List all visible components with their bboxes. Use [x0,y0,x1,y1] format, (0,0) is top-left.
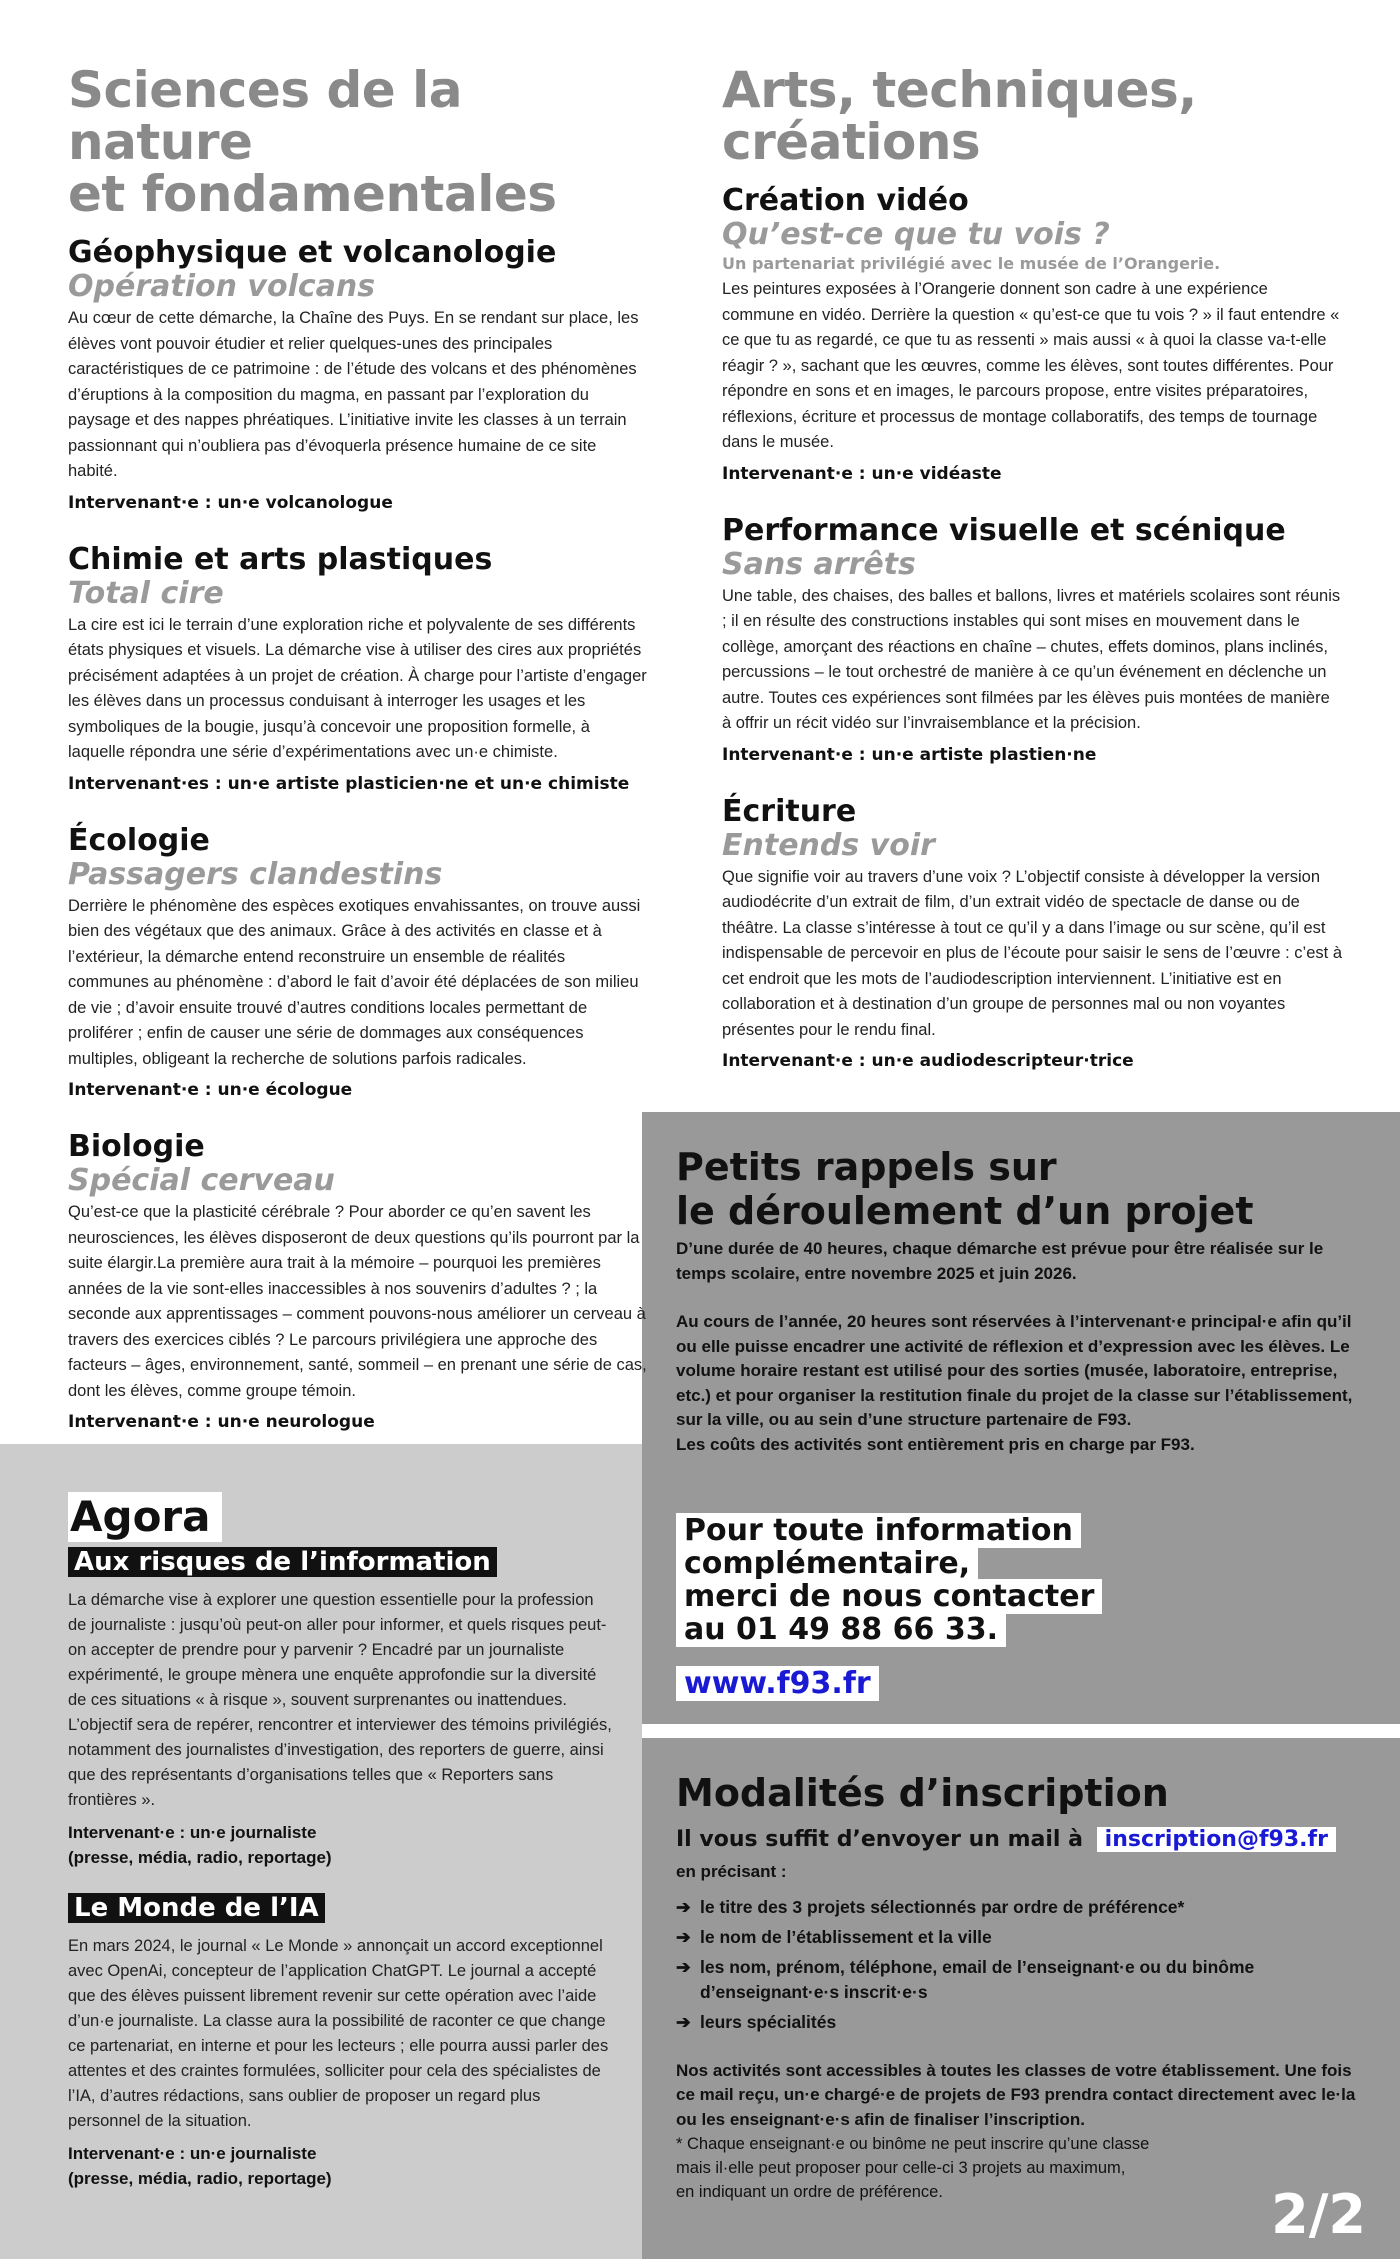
project-discipline: Performance visuelle et scénique [722,512,1286,548]
inscription-item-text: les nom, prénom, téléphone, email de l’enseignant·e ou du binôme d’enseignant·e·s inscrit·e·s [700,1956,1255,2002]
agora-project-description: En mars 2024, le journal « Le Monde » annonçait un accord exceptionnel avec OpenAi, concepteur de l’application ChatGPT. Le journal a accepté que des élèves puissent librement revenir sur cette opération avec l’aide d’un·e journaliste. La classe aura la possibilité de raconter ce que change ce partenariat, en interne et pour les lecteurs ; elle pourra aussi parler des attentes et des craintes formulées, solliciter pour cela des spécialistes de l’IA, d’autres rédactions, sans oublier de proposer un regard plus personnel de la situation. [68,1937,609,2130]
project-description: Au cœur de cette démarche, la Chaîne des Puys. En se rendant sur place, les élèves vont pouvoir étudier et relier quelques-unes des principales caractéristiques de ce patrimoine : de l’étude des volcans et des phénomènes d’éruptions à la composition du magma, en passant par l’exploration du paysage et des nappes phréatiques. L’initiative invite les classes à un terrain passionnant qui n’oubliera pas d’évoquerla présence humaine de ce site habité. [68,309,639,480]
rappels-p1: D’une durée de 40 heures, chaque démarche est prévue pour être réalisée sur le temps scolaire, entre novembre 2025 et juin 2026. [676,1239,1324,1283]
project-description: Les peintures exposées à l’Orangerie donnent son cadre à une expérience commune en vidéo. Derrière la question « qu’est-ce que tu vois ? » il faut entendre « ce que tu as regardé, ce que tu as ressenti » mais aussi « à quoi la classe va-t-elle réagir ? », sachant que les œuvres, comme les élèves, sont toutes différentes. Pour répondre en sons et en images, le parcours propose, entre visites préparatoires, réflexions, écriture et processus de montage collaboratifs, des temps de tournage dans le musée. [722,280,1340,451]
inscription-intro: Il vous suffit d’envoyer un mail à [676,1827,1083,1852]
agora-project-title-line [68,1892,613,1924]
project-block [68,824,648,1103]
inscription-email[interactable]: inscription@f93.fr [1097,1827,1336,1852]
project-name: Spécial cerveau [68,1163,335,1198]
right-section-title: Arts, techniques, créations [722,61,1197,171]
project-name: Passagers clandestins [68,856,443,892]
project-block [68,543,648,796]
inscription-item [676,1895,1366,1920]
project-intervenant: Intervenant·e : un·e artiste plastien·ne [722,744,1097,765]
project-block [68,1130,648,1434]
page-number: 2/2 [1271,2183,1366,2246]
inscription-item [676,2010,1366,2035]
project-name: Qu’est-ce que tu vois ? [722,217,1110,252]
project-intervenant: Intervenant·e : un·e vidéaste [722,463,1002,484]
project-discipline: Écriture [722,793,857,829]
inscription-item-text: leurs spécialités [700,2011,837,2032]
inscription-item [676,1955,1366,2005]
agora-title-box [68,1492,222,1542]
project-block [722,514,1342,767]
left-projects [68,236,648,1434]
project-intervenant: Intervenant·e : un·e volcanologue [68,492,393,513]
arrow-icon: ➔ [676,1956,691,1977]
project-discipline: Chimie et arts plastiques [68,541,493,577]
inscription-closing: Nos activités sont accessibles à toutes les classes de votre établissement. Une fois ce mail reçu, un·e chargé·e de projets de F93 prendra contact directement avec le·la ou les enseignant·e·s afin de finaliser l’inscription. [676,2060,1356,2129]
project-discipline: Écologie [68,822,210,858]
website-link[interactable]: www.f93.fr [676,1666,879,1701]
agora-project [68,1892,613,2191]
rappels-title: Petits rappels sur le déroulement d’un projet [676,1145,1254,1233]
rappels-p2: Au cours de l’année, 20 heures sont réservées à l’intervenant·e principal·e afin qu’il ou elle puisse encadrer une activité de réflexion et d’expression avec les élèves. Le volume horaire restant est utilisé pour des sorties (musée, laboratoire, entreprise, etc.) et pour organiser la restitution finale du projet de la classe sur l’établissement, sur la ville, ou au sein d’une structure partenaire de F93. [676,1312,1353,1429]
inscription-item [676,1925,1366,1950]
rappels-section [676,1145,1366,1702]
project-name: Entends voir [722,827,935,863]
inscription-list [676,1895,1366,2035]
contact-block [676,1481,1366,1646]
inscription-section [676,1770,1366,2204]
project-name: Sans arrêts [722,546,916,582]
project-name: Total cire [68,575,224,611]
project-description: La cire est ici le terrain d’une exploration riche et polyvalente de ses différents états physiques et visuels. La démarche vise à utiliser des cires aux propriétés précisément adaptées à un projet de création. À charge pour l’artiste d’engager les élèves dans un processus conduisant à interroger les usages et les symboliques de la bougie, jusqu’à concevoir une proposition formelle, à laquelle répondra une série d’expérimentations avec un·e chimiste. [68,615,647,761]
project-intervenant: Intervenant·e : un·e écologue [68,1080,353,1100]
project-intervenant: Intervenant·e : un·e audiodescripteur·trice [722,1051,1134,1071]
inscription-item-text: le titre des 3 projets sélectionnés par ordre de préférence* [700,1896,1185,1917]
project-intervenant: Intervenant·es : un·e artiste plasticien·ne et un·e chimiste [68,773,630,794]
agora-project-title: Aux risques de l’information [68,1547,497,1577]
left-column [68,61,648,1462]
inscription-intro-line [676,1826,1366,1854]
inscription-title: Modalités d’inscription [676,1771,1169,1815]
project-intervenant: Intervenant·e : un·e neurologue [68,1412,375,1432]
project-discipline: Géophysique et volcanologie [68,235,557,270]
agora-project [68,1546,613,1870]
agora-project-title: Le Monde de l’IA [68,1893,325,1923]
agora-projects [68,1546,613,2191]
project-subtitle: Un partenariat privilégié avec le musée de l’Orangerie. [722,254,1221,273]
agora-project-description: La démarche vise à explorer une question essentielle pour la profession de journaliste : jusqu’où peut-on aller pour informer, et quels risques peut-on accepter de prendre pour y parvenir ? Encadré par un journaliste expérimenté, le groupe mènera une enquête approfondie sur la diversité de ces situations « à risque », souvent surprenantes ou inattendues. L’objectif sera de repérer, rencontrer et interviewer des témoins privilégiés, notamment des journalistes d’investigation, des reporters de guerre, ainsi que des représentants d’organisations telles que « Reporters sans frontières ». [68,1591,612,1809]
project-discipline: Création vidéo [722,183,969,218]
agora-section [68,1492,613,2213]
project-description: Derrière le phénomène des espèces exotiques envahissantes, on trouve aussi bien des végétaux que des animaux. Grâce à des activités en classe et à l’extérieur, la démarche entend reconstruire un ensemble de réalités communes au phénomène : d’abord le fait d’avoir été déplacées de son milieu de vie ; d’avoir ensuite trouvé d’autres conditions locales permettant de proliférer ; enfin de causer une série de dommages aux conséquences multiples, obligeant la recherche de solutions parfois radicales. [68,896,641,1068]
agora-project-title-line [68,1546,613,1578]
project-description: Que signifie voir au travers d’une voix ? L’objectif consiste à développer la version audiodécrite d’un extrait de film, d’un extrait vidéo de spectacle de danse ou de théâtre. La classe s’intéresse à tout ce qu’il y a dans l’image ou sur scène, qu’il est indispensable de percevoir en plus de l’écoute pour saisir le sens de l’œuvre : c’est à cet endroit que les mots de l’audiodescription interviennent. L’initiative est en collaboration et à destination d’un groupe de personnes mal ou non voyantes présentes pour le rendu final. [722,867,1342,1039]
inscription-footnote: * Chaque enseignant·e ou binôme ne peut inscrire qu’une classe mais il·elle peut proposer pour celle-ci 3 projets au maximum, en indiquant un ordre de préférence. [676,2135,1150,2201]
agora-project-intervenant: Intervenant·e : un·e journaliste (presse, média, radio, reportage) [68,2144,332,2188]
right-projects [722,184,1342,1073]
project-name: Opération volcans [68,269,376,304]
rappels-p3: Les coûts des activités sont entièrement pris en charge par F93. [676,1434,1195,1454]
arrow-icon: ➔ [676,1896,691,1917]
agora-title: Agora [70,1492,211,1541]
arrow-icon: ➔ [676,1926,691,1947]
inscription-item-text: le nom de l’établissement et la ville [700,1926,992,1947]
left-section-title: Sciences de la nature et fondamentales [68,61,557,223]
agora-project-intervenant: Intervenant·e : un·e journaliste (presse, média, radio, reportage) [68,1823,332,1867]
right-column [722,61,1342,1101]
project-discipline: Biologie [68,1129,205,1164]
project-description: Une table, des chaises, des balles et ballons, livres et matériels scolaires sont réunis ; il en résulte des constructions instables qui sont mises en mouvement dans le collège, amorçant des réactions en chaîne – chutes, effets dominos, plans inclinés, percussions – le tout orchestré de manière à ce qu’un événement en déclenche un autre. Toutes ces expériences sont filmées par les élèves puis montées de manière à offrir un récit vidéo sur l’invraisemblance et la précision. [722,586,1341,732]
project-block [722,184,1342,486]
website-block [676,1666,1366,1702]
project-description: Qu’est-ce que la plasticité cérébrale ? Pour aborder ce qu’en savent les neurosciences, les élèves disposeront de deux questions qu’ils pourront par la suite élargir.La première aura trait à la mémoire – pourquoi les premières années de la vie sont-elles inaccessibles à nos souvenirs d’adultes ? ; la seconde aux apprentissages – comment pouvons-nous améliorer un cerveau à travers des exercices ciblés ? Le parcours privilégiera une approche des facteurs – âges, environnement, santé, sommeil – en prenant une série de cas, dont les élèves, comme groupe témoin. [68,1203,647,1400]
arrow-icon: ➔ [676,2011,691,2032]
project-block [68,236,648,515]
contact-text: Pour toute information complémentaire, merci de nous contacter au 01 49 88 66 33. [676,1513,1102,1647]
inscription-precisant: en précisant : [676,1862,787,1881]
project-block [722,795,1342,1074]
